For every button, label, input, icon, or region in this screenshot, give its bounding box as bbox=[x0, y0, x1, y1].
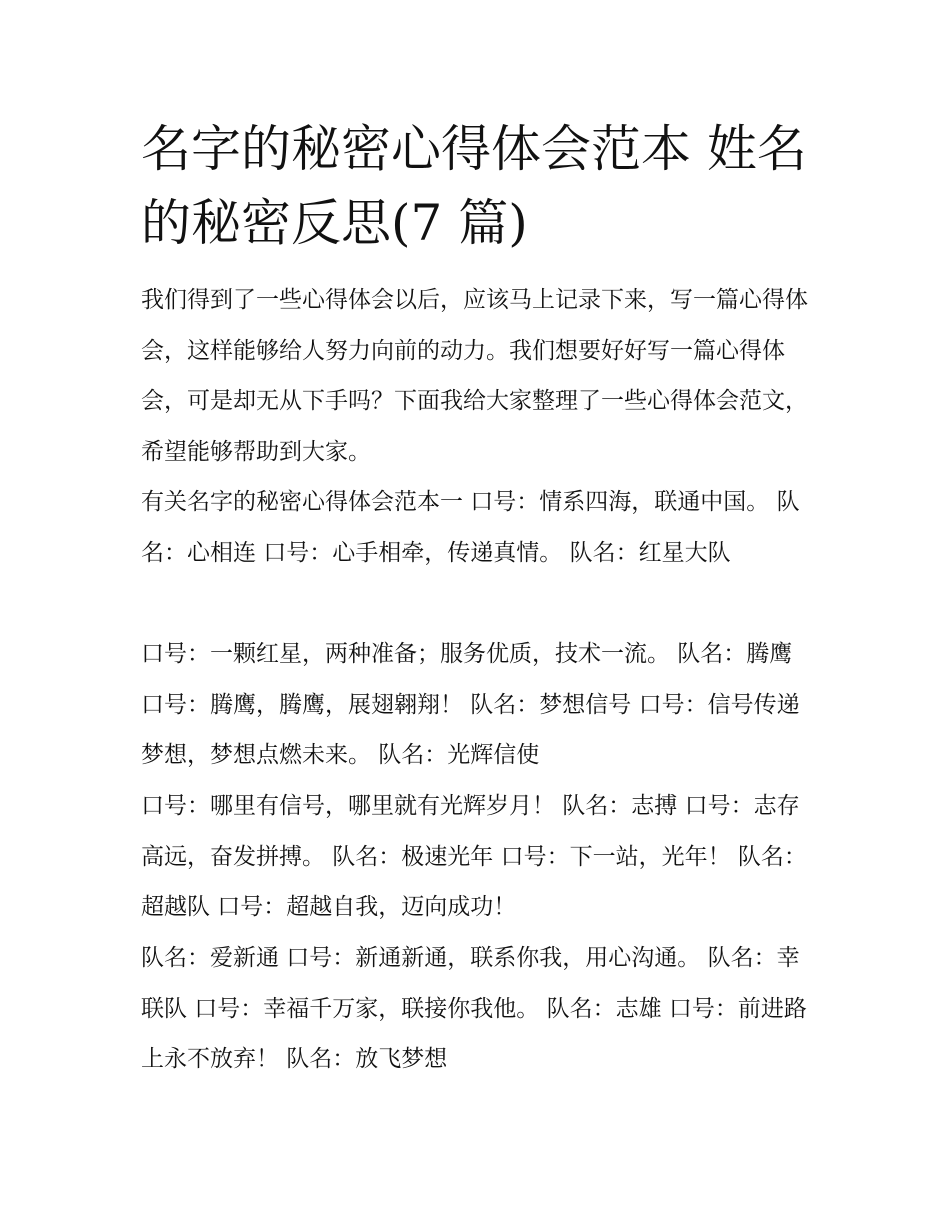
body-paragraph-1: 有关名字的秘密心得体会范本一 口号：情系四海，联通中国。 队名：心相连 口号：心手相牵，传递真情。 队名：红星大队 bbox=[141, 489, 800, 566]
body-paragraph-2: 口号：一颗红星，两种准备；服务优质，技术一流。 队名：腾鹰 口号：腾鹰，腾鹰，展翅翱翔！ 队名：梦想信号 口号：信号传递梦想，梦想点燃未来。 队名：光辉信使 bbox=[141, 641, 800, 769]
body-paragraph-4: 队名：爱新通 口号：新通新通，联系你我，用心沟通。 队名：幸联队 口号：幸福千万家，联接你我他。 队名：志雄 口号：前进路上永不放弃！ 队名：放飞梦想 bbox=[141, 945, 807, 1073]
body-paragraph-3: 口号：哪里有信号，哪里就有光辉岁月！ 队名：志搏 口号：志存高远，奋发拼搏。 队名：极速光年 口号：下一站，光年！ 队名：超越队 口号：超越自我，迈向成功！ bbox=[141, 793, 807, 921]
document-title: 名字的秘密心得体会范本 姓名的秘密反思(7 篇) bbox=[141, 120, 807, 252]
intro-paragraph: 我们得到了一些心得体会以后，应该马上记录下来，写一篇心得体会，这样能够给人努力向前的动力。我们想要好好写一篇心得体会，可是却无从下手吗？下面我给大家整理了一些心得体会范文，希望能够帮助到大家。 bbox=[141, 287, 808, 465]
